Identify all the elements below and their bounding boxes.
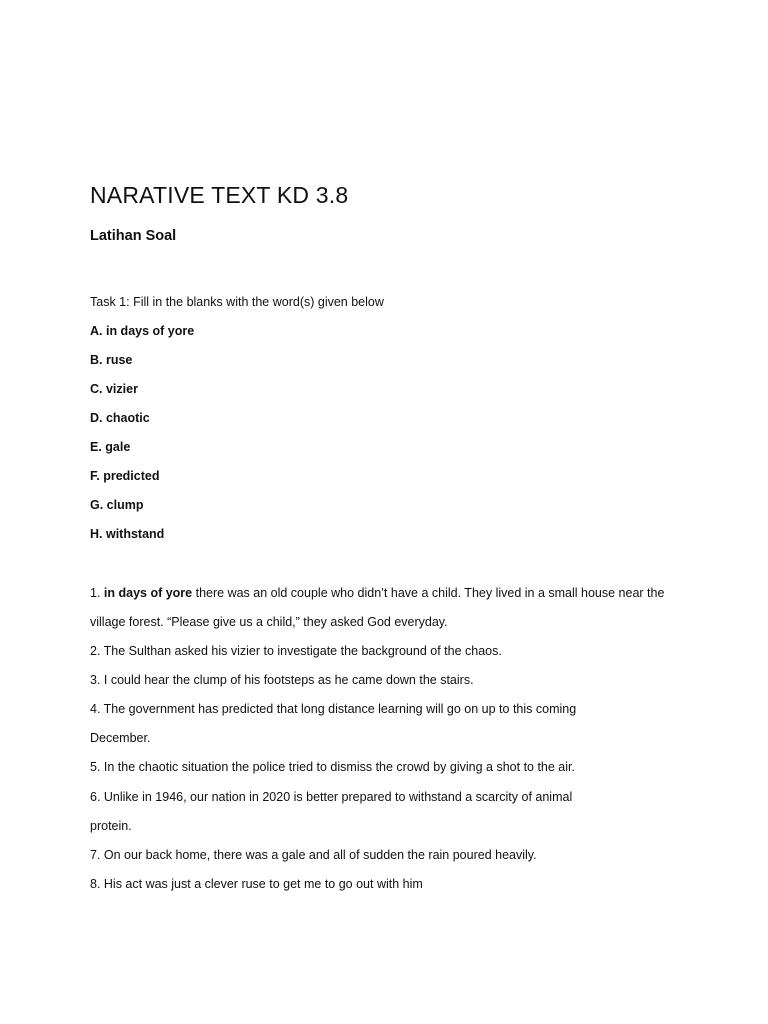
sentence-6-line-1: 6. Unlike in 1946, our nation in 2020 is better prepared to withstand a scarcity of animal bbox=[90, 790, 573, 804]
sentence-8: 8. His act was just a clever ruse to get me to go out with him bbox=[90, 877, 423, 891]
sentence-3: 3. I could hear the clump of his footsteps as he came down the stairs. bbox=[90, 673, 474, 687]
sentence-5: 5. In the chaotic situation the police tried to dismiss the crowd by giving a shot to the air. bbox=[90, 760, 575, 774]
sentence-4-line-1: 4. The government has predicted that long distance learning will go on up to this coming bbox=[90, 702, 577, 716]
document-title: NARATIVE TEXT KD 3.8 bbox=[90, 182, 349, 208]
option-g: G. clump bbox=[90, 498, 144, 512]
option-a: A. in days of yore bbox=[90, 324, 195, 338]
sentence-2: 2. The Sulthan asked his vizier to investigate the background of the chaos. bbox=[90, 644, 502, 658]
sentence-4-line-2: December. bbox=[90, 731, 151, 745]
sentence-1-text: there was an old couple who didn’t have a child. They lived in a small house near the bbox=[192, 586, 665, 600]
task-instruction: Task 1: Fill in the blanks with the word(s) given below bbox=[90, 295, 384, 309]
sentence-7: 7. On our back home, there was a gale and all of sudden the rain poured heavily. bbox=[90, 848, 537, 862]
option-e: E. gale bbox=[90, 440, 131, 454]
sentence-1-line-1 bbox=[90, 585, 664, 601]
sentence-1-number: 1. bbox=[90, 586, 104, 600]
sentence-1-line-2: village forest. “Please give us a child,” they asked God everyday. bbox=[90, 615, 448, 629]
option-d: D. chaotic bbox=[90, 411, 150, 425]
option-c: C. vizier bbox=[90, 382, 138, 396]
sentence-1-answer: in days of yore bbox=[103, 586, 193, 600]
sentence-6-line-2: protein. bbox=[90, 819, 132, 833]
option-h: H. withstand bbox=[90, 527, 165, 541]
option-f: F. predicted bbox=[90, 469, 160, 483]
document-subtitle: Latihan Soal bbox=[90, 228, 177, 244]
option-b: B. ruse bbox=[90, 353, 133, 367]
